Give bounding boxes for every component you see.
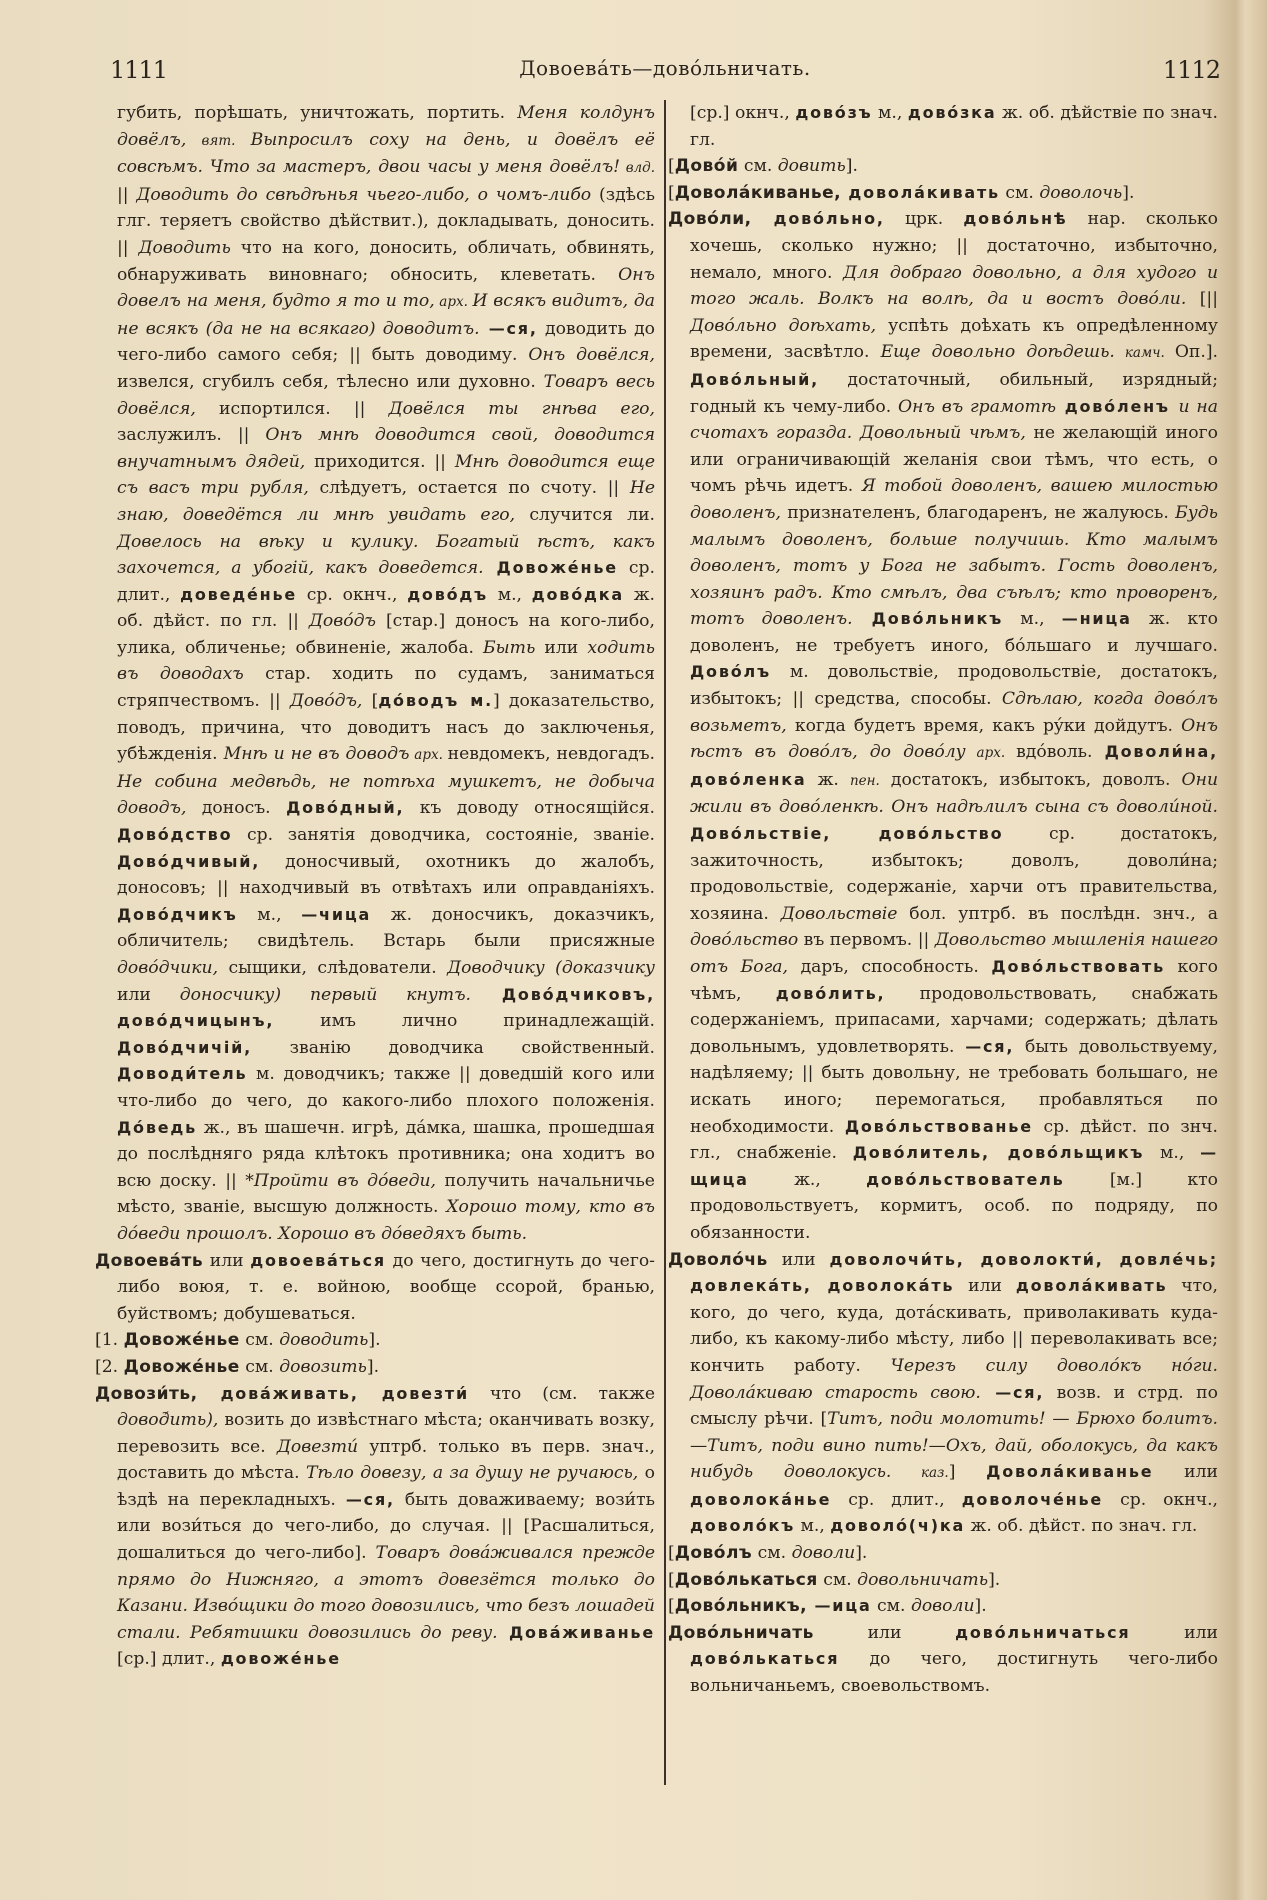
left-column (95, 100, 655, 1673)
running-title: Довоевáть—довóльничать. (519, 56, 811, 80)
dictionary-entry: Довози́ть, довáживать, довезти́ что (см. также довод́ить), возить до извѣстнаго мѣста; оканчивать возку, перевозить все. Довезти́ уптрб. только въ перв. знач., доставить до мѣста. Тѣло довезу, а за душу не ручаюсь, о ѣздѣ на перекладныхъ. —ся, быть доваживаему; вози́ть или вози́ться до чего-либо, до случая. || [Расшалиться, дошалиться до чего-либо]. Товаръ довáживался прежде прямо до Нижняго, а этотъ довезётся только до Казани. Извóщики до того довозились, что безъ лошадей стали. Ребятишки довозились до реву. Довáживанье [ср.] длит., довожéнье (95, 1383, 656, 1670)
dictionary-entry: Доволóчь или доволочи́ть, доволокти́, довлéчь; довлекáть, доволокáть или доволáкивать что, кого, до чего, куда, дотáскивать, приволакивать куда-либо, къ какому-либо мѣсту, либо || переволакивать все; кончить работу. Черезъ силу доволóкъ нóги. Доволáкиваю старость свою. —ся, возв. и стрд. по смыслу рѣчи. [Титъ, поди молотить! — Брюхо болитъ.—Титъ, поди вино пить!—Охъ, дай, оболокусь, да какъ нибудь доволокусь. каз.] Доволáкиванье или доволокáнье ср. длит., доволочéнье ср. окнч., доволóкъ м., доволó(ч)ка ж. об. дѣйст. по знач. гл. (668, 1249, 1219, 1537)
dictionary-entry: Довоевáть или довоевáться до чего, достигнуть до чего-либо воюя, т. е. войною, вообще ссорой, бранью, буйствомъ; добушеваться. (95, 1250, 655, 1324)
page-number-left: 1111 (110, 56, 168, 84)
entry-continuation: губить, порѣшать, уничтожать, портить. Меня колдунъ довёлъ, вят. Выпросилъ соху на день, и довёлъ её совсѣмъ. Что за мастеръ, двои часы у меня довёлъ! влд. || Доводить до свѣдѣнья чьего-либо, о чомъ-либо (здѣсь глг. теряетъ свойство дѣйствит.), докладывать, доносить. || Доводить что на кого, доносить, обличать, обвинять, обнаруживать виновнаго; обносить, клеветать. Онъ довелъ на меня, будто я то и то, арх. И всякъ видитъ, да не всякъ (да не на всякаго) доводитъ. —ся, доводить до чего-либо самого себя; || быть доводиму. Онъ довёлся, извелся, сгубилъ себя, тѣлесно или духовно. Товаръ весь довёлся, испортился. || Довёлся ты гнѣва его, заслужилъ. || Онъ мнѣ доводится свой, доводится внучатнымъ дядей, приходится. || Мнѣ доводится еще съ васъ три рубля, слѣдуетъ, остается по счоту. || Не знаю, доведётся ли мнѣ увидать его, случится ли. Довелось на вѣку и кулику. Богатый ѣстъ, какъ захочется, а убогій, какъ доведется. Довожéнье ср. длит., доведéнье ср. окнч., довóдъ м., довóдка ж. об. дѣйст. по гл. || Довóдъ [стар.] доносъ на кого-либо, улика, обличенье; обвиненіе, жалоба. Быть или ходить въ доводахъ стар. ходить по судамъ, заниматься стряпчествомъ. || Довóдъ, [дóводъ м.] доказательство, поводъ, причина, что доводитъ насъ до заключенья, убѣжденія. Мнѣ и не въ доводъ арх. невдомекъ, невдогадъ. Не собина медвѣдь, не потѣха мушкетъ, не добыча доводъ, доносъ. Довóдный, къ доводу относящійся. Довóдство ср. занятія доводчика, состояніе, званіе. Довóдчивый, доносчивый, охотникъ до жалобъ, доносовъ; || находчивый въ отвѣтахъ или оправданіяхъ. Довóдчикъ м., —чица ж. доносчикъ, доказчикъ, обличитель; свидѣтель. Встарь были присяжные довóдчики, сыщики, слѣдователи. Доводчику (доказчику или доносчику) первый кнутъ. Довóдчиковъ, довóдчицынъ, имъ лично принадлежащій. Довóдчичій, званію доводчика свойственный. Доводи́тель м. доводчикъ; также || доведшій кого или что-либо до чего, до какого-либо плохого положенія. Дóведь ж., въ шашечн. игрѣ, дáмка, шашка, прошедшая до послѣдняго ряда клѣтокъ противника; она ходитъ во всю доску. || *Пройти въ дóведи, получить начальничье мѣсто, званіе, высшую должность. Хорошо тому, кто въ дóведи прошолъ. Хорошо въ дóведяхъ быть. (117, 103, 656, 1244)
dictionary-entry-ref: [Довóльникъ, —ица см. доволи]. (668, 1596, 987, 1617)
dictionary-entry-ref: [Доволáкиванье, доволáкивать см. доволочь]. (668, 182, 1135, 203)
dictionary-entry-ref: [1. Довожéнье см. доводить]. (95, 1330, 381, 1351)
dictionary-entry: Довóльничать или довóльничаться или довóлькаться до чего, достигнуть чего-либо вольничаньемъ, своевольствомъ. (668, 1622, 1218, 1697)
column-divider (664, 100, 666, 1785)
entry-continuation: [ср.] окнч., довóзъ м., довóзка ж. об. дѣйствіе по знач. гл. (690, 103, 1219, 150)
dictionary-entry-ref: [Довóй см. довить]. (668, 156, 858, 177)
page-number-right: 1112 (1162, 56, 1220, 84)
dictionary-entry-ref: [Довóлъ см. доволи]. (668, 1543, 868, 1564)
dictionary-entry: Довóли, довóльно, црк. довóльнѣ нар. сколько хочешь, сколько нужно; || достаточно, избыточно, немало, много. Для добраго довольно, а для худого и того жаль. Волкъ на волѣ, да и востъ довóли. [|| Довóльно доѣхать, успѣть доѣхать къ опредѣленному времени, засвѣтло. Еще довольно доѣдешь. камч. Оп.]. Довóльный, достаточный, обильный, изрядный; годный къ чему-либо. Онъ въ грамотѣ довóленъ и на счотахъ горазда. Довольный чѣмъ, не желающій иного или ограничивающій желанія свои тѣмъ, что есть, о чомъ рѣчь идетъ. Я тобой доволенъ, вашею милостью доволенъ, признателенъ, благодаренъ, не жалуюсь. Будь малымъ доволенъ, больше получишь. Кто малымъ доволенъ, тотъ у Бога не забытъ. Гость доволенъ, хозяинъ радъ. Кто смѣлъ, два съѣлъ; кто проворенъ, тотъ доволенъ. Довóльникъ м., —ница ж. кто доволенъ, не требуетъ иного, бóльшаго и лучшаго. Довóлъ м. довольствіе, продовольствіе, достатокъ, избытокъ; || средства, способы. Сдѣлаю, когда довóлъ возьметъ, когда будетъ время, какъ рýки дойдутъ. Онъ ѣстъ въ довóлъ, до довóлу арх. вдóволь. Доволи́на, довóленка ж. пен. достатокъ, избытокъ, доволъ. Они жили въ довóленкѣ. Онъ надѣлилъ сына съ доволи́ной. Довóльствіе, довóльство ср. достатокъ, зажиточность, избытокъ; доволъ, доволи́на; продовольствіе, содержаніе, харчи отъ правительства, хозяина. Довольствіе бол. уптрб. въ послѣдн. знч., а довóльство въ первомъ. || Довольство мышленія нашего отъ Бога, даръ, способность. Довóльствовать кого чѣмъ, довóлить, продовольствовать, снабжать содержаніемъ, припасами, харчами; содержать; дѣлать довольнымъ, удовлетворять. —ся, быть довольствуему, надѣляему; || быть довольну, не требовать большаго, не искать иного; перемогаться, пробавляться по необходимости. Довóльствованье ср. дѣйст. по знч. гл., снабженіе. Довóлитель, довóльщикъ м., —щица ж., довóльствователь [м.] кто продовольствуетъ, кормитъ, особ. по подряду, по обязанности. (668, 209, 1219, 1243)
dictionary-entry-ref: [Довóлькаться см. довольничать]. (668, 1569, 1001, 1590)
page-header (110, 56, 1220, 86)
dictionary-entry-ref: [2. Довожéнье см. довозить]. (95, 1356, 380, 1377)
right-column (668, 100, 1218, 1700)
